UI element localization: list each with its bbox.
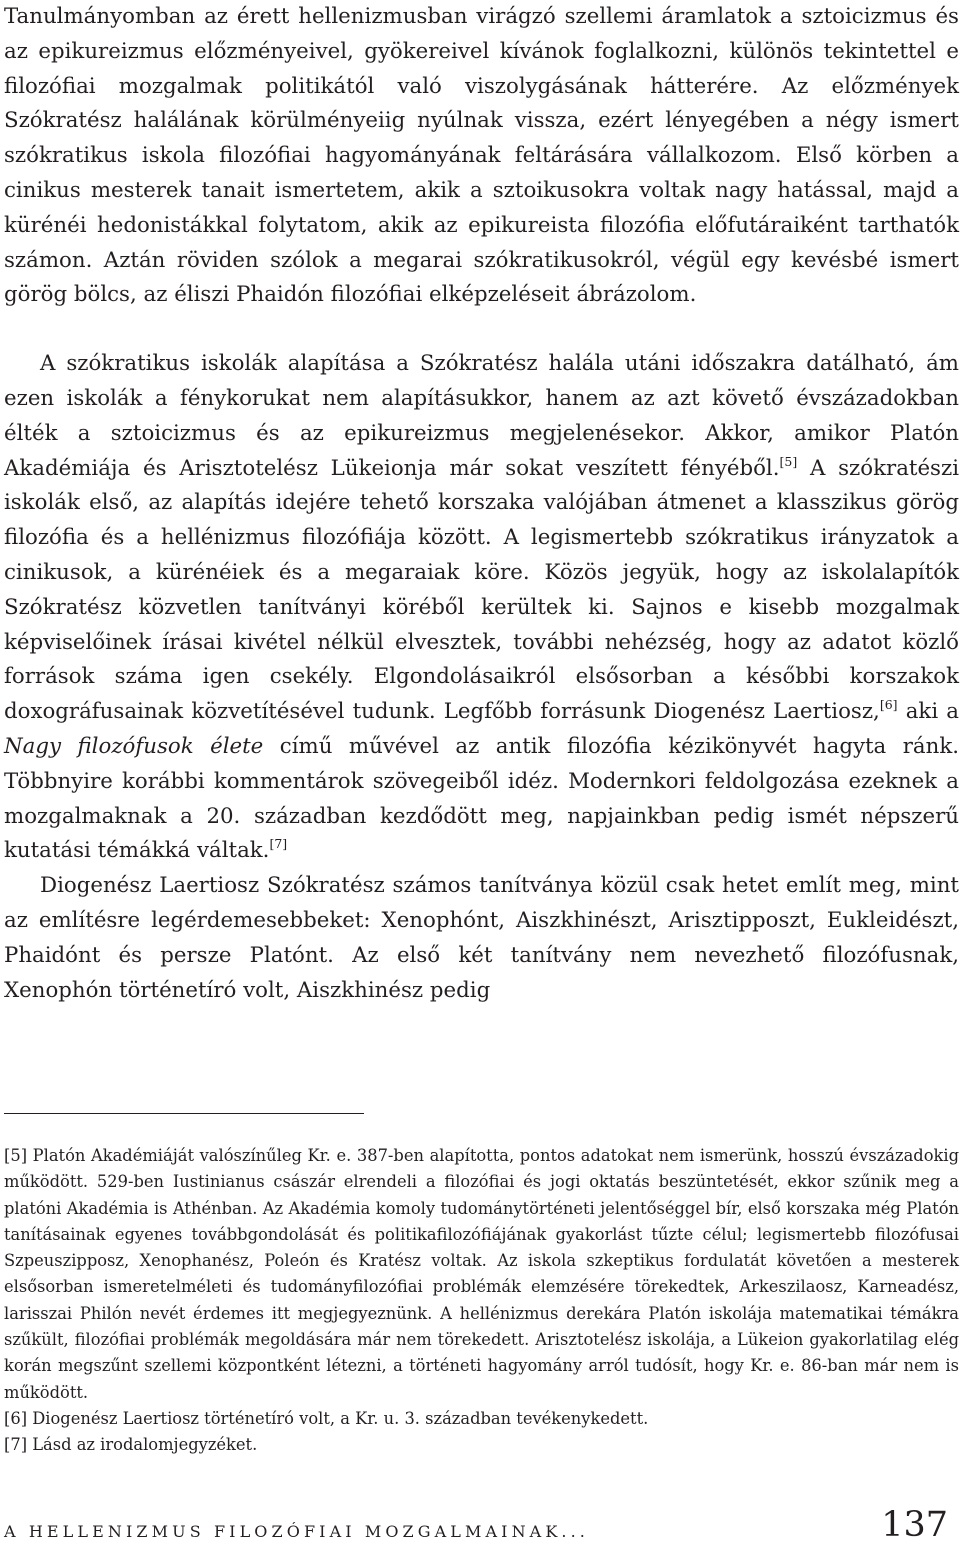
footnote-5: [5] Platón Akadémiáját valószínűleg Kr. e. 387-ben alapította, pontos adatokat nem ismerünk, hosszú évszázadokig működött. 529-ben Iustinianus császár elrendeli a filozófiai és jogi oktatás beszüntetését, ekkor szűnik meg a platóni Akadémia is Athénban. Az Akadémia komoly tudománytörténeti jelentőséggel bír, első korszaka még Platón tanításainak egyenes továbbgondolását és politikafilozófiájának gyakorlást tűzte célul; legismertebb filozófusai Szpeuszipposz, Xenophanész, Poleón és Kratész voltak. Az iskola szkeptikus fordulatát követően a mesterek elsősorban ismeretelméleti és tudományfilozófiai problémák elemzésére törekedtek, Arkeszilaosz, Karneadész, larisszai Philón nevét érdemes itt megjegyeznünk. A hellénizmus derekára Platón iskolája matematikai témákra szűkült, filozófiai problémák megoldására már nem törekedett. Arisztotelész iskolája, a Lükeion gyakorlatilag elég korán megszűnt szellemi központként létezni, a történeti hagyomány arról tudósít, hogy Kr. e. 86-ban már nem is működött. [4,1146,959,1402]
footnote-ref-6[interactable]: [6] [879,697,898,713]
footnotes [4,1143,959,1459]
paragraph-2-part-1: A szókratikus iskolák alapítása a Szókratész halála utáni időszakra datálható, ám ezen iskolák a fénykorukat nem alapításukkor, hanem az azt követő évszázadokban élték a sztoicizmus és az epikureizmus megjelenésekor. Akkor, amikor Platón Akadémiája és Arisztotelész Lükeionja már sokat veszített fényéből. [4,351,959,481]
page-number: 137 [881,1505,948,1545]
running-footer-title: A HELLENIZMUS FILOZÓFIAI MOZGALMAINAK... [4,1522,589,1541]
footnote-ref-5[interactable]: [5] [779,453,798,469]
paragraph-1: Tanulmányomban az érett hellenizmusban virágzó szellemi áramlatok a sztoicizmus és az epikureizmus előzményeivel, gyökereivel kívánok foglalkozni, különös tekintettel e filozófiai mozgalmak politikától való viszolygásának hátterére. Az előzmények Szókratész halálának körülményeiig nyúlnak vissza, ezért lényegében a négy ismert szókratikus iskola filozófiai hagyományának feltárására vállalkozom. Első körben a cinikus mesterek tanait ismertetem, akik a sztoikusokra voltak nagy hatással, majd a kürénéi hedonistákkal folytatom, akik az epikureista filozófia előfutáraiként tarthatók számon. Aztán röviden szólok a megarai szókratikusokról, végül egy kevésbé ismert görög bölcs, az éliszi Phaidón filozófiai elképzeléseit ábrázolom. [4,4,959,308]
footnote-6: [6] Diogenész Laertiosz történetíró volt, a Kr. u. 3. században tevékenykedett. [4,1408,649,1428]
paragraph-2-part-4: című művével az antik filozófia kézikönyvét hagyta ránk. Többnyire korábbi kommentárok szövegeiből idéz. Modernkori feldolgozása ezeknek a mozgalmaknak a 20. században kezdődött meg, napjainkban pedig ismét népszerű kutatási témákká váltak. [4,733,959,864]
footnote-ref-7[interactable]: [7] [269,836,288,852]
footnote-7: [7] Lásd az irodalomjegyzéket. [4,1435,258,1455]
book-title: Nagy filozófusok élete [4,733,264,759]
paragraph-2-part-2: A szókratészi iskolák első, az alapítás idejére tehető korszaka valójában átmenet a klasszikus görög filozófia és a hellénizmus filozófiája között. A legismertebb szókratikus irányzatok a cinikusok, a kürénéiek és a megaraiak köre. Közös jegyük, hogy az iskolalapítók Szókratész közvetlen tanítványi köréből kerültek ki. Sajnos e kisebb mozgalmak képviselőinek írásai kivétel nélkül elvesztek, további nehézség, hogy az adatot közlő források száma igen csekély. Elgondolásaikról elsősorban a későbbi korszakok doxográfusainak közvetítésével tudunk. Legfőbb forrásunk Diogenész Laertiosz, [4,455,960,725]
paragraph-3: Diogenész Laertiosz Szókratész számos tanítványa közül csak hetet említ meg, mint az említésre legérdemesebbeket: Xenophónt, Aiszkhinészt, Arisztipposzt, Eukleidészt, Phaidónt és persze Platónt. Az első két tanítvány nem nevezhető filozófusnak, Xenophón történetíró volt, Aiszkhinész pedig [4,873,959,1003]
paragraph-2 [4,347,959,869]
main-text [4,0,959,1008]
paragraph-2-part-3: aki a [897,699,960,725]
footnote-divider [4,1113,364,1114]
